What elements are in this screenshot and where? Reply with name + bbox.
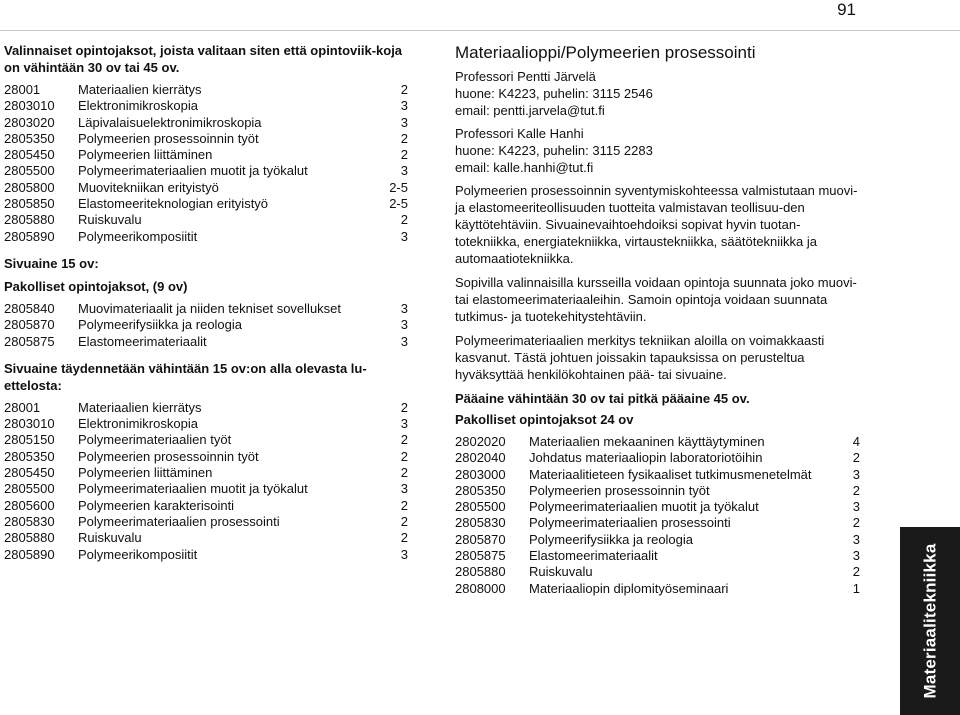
course-name: Muovimateriaalit ja niiden tekniset sovellukset [78,300,342,316]
course-credits: 3 [400,228,408,244]
course-credits: 3 [400,317,408,333]
course-code: 2803010 [4,416,55,432]
course-code: 2805875 [455,548,506,564]
course-name: Polymeerimateriaalien prosessointi [529,515,731,531]
course-credits: 2 [852,564,860,580]
course-credits: 3 [400,163,408,179]
course-row [4,115,408,131]
course-name: Elastomeerimateriaalit [78,333,207,349]
course-credits: 3 [852,466,860,482]
course-code: 2805450 [4,465,55,481]
course-name: Elektronimikroskopia [78,98,198,114]
course-name: Elastomeeriteknologian erityistyö [78,196,269,212]
course-code: 2805500 [455,499,506,515]
course-code: 2805350 [455,482,506,498]
course-credits: 2 [400,130,408,146]
course-name: Polymeerimateriaalien muotit ja työkalut [529,499,759,515]
course-code: 2808000 [455,580,506,596]
course-code: 2805500 [4,163,55,179]
course-credits: 2 [400,465,408,481]
course-credits: 3 [400,416,408,432]
contact-card [455,68,860,119]
course-credits: 3 [852,531,860,547]
course-code: 2805870 [4,317,55,333]
course-row [4,82,408,98]
course-name: Ruiskuvalu [529,564,593,580]
course-row [4,465,408,481]
course-name: Polymeerien karakterisointi [78,497,235,513]
course-row [4,498,408,514]
course-credits: 2 [400,147,408,163]
course-code: 2805840 [4,300,55,316]
course-name: Muovitekniikan erityistyö [78,179,219,195]
course-name: Elektronimikroskopia [78,416,198,432]
course-credits: 2 [400,497,408,513]
minor-required-list [4,301,408,350]
course-code: 2805150 [4,432,55,448]
course-name: Materiaalitieteen fysikaaliset tutkimusmenetelmät [529,466,812,482]
course-row [4,229,408,245]
course-credits: 2 [852,515,860,531]
right-column [455,42,860,597]
course-credits: 3 [852,548,860,564]
course-name: Materiaalien kierrätys [78,82,202,97]
course-credits: 3 [852,499,860,515]
course-credits: 3 [400,98,408,114]
course-credits: 2 [400,399,408,415]
course-row [4,131,408,147]
course-row [4,196,408,212]
course-row [4,481,408,497]
course-name: Polymeerien prosessoinnin työt [78,448,259,464]
minor-required-heading: Pakolliset opintojaksot, (9 ov) [4,278,188,294]
course-row [455,548,860,564]
course-name: Polymeerien prosessoinnin työt [529,482,710,498]
course-row [455,434,860,450]
course-credits: 2-5 [389,196,408,212]
contact-phone: huone: K4223, puhelin: 3115 2283 [455,143,653,158]
course-name: Polymeerien liittäminen [78,147,213,163]
course-code: 2805350 [4,130,55,146]
course-name: Johdatus materiaaliopin laboratoriotöihin [529,450,763,466]
course-credits: 2 [852,482,860,498]
course-code: 2805600 [4,497,55,513]
course-row [4,317,408,333]
course-code: 2803010 [4,98,55,114]
section-title: Materiaalioppi/Polymeerien prosessointi [455,43,756,62]
course-row [4,147,408,163]
course-code: 2805350 [4,448,55,464]
course-code: 2805880 [4,530,55,546]
course-credits: 3 [400,300,408,316]
elective-courses-intro: Valinnaiset opintojaksot, joista valitaan siten että opintoviik-koja on vähintään 30 ov tai 45 ov. [4,43,403,75]
contact-email: email: pentti.jarvela@tut.fi [455,103,605,118]
course-code: 2805800 [4,179,55,195]
course-credits: 4 [852,434,860,449]
course-code: 2803000 [455,466,506,482]
course-code: 2805870 [455,531,506,547]
course-name: Polymeerien prosessoinnin työt [78,130,259,146]
course-credits: 2 [400,82,408,97]
section-side-tab [900,527,960,715]
paragraph-electives: Sopivilla valinnaisilla kursseilla voidaan opintoja suunnata joko muovi- tai elastomeerimateriaaleihin. Samoin opintoja voidaan suunnata tutkimus- ja tuotekehitystehtäviin. [455,275,857,324]
course-row [4,547,408,563]
course-row [455,581,860,597]
course-code: 2805890 [4,546,55,562]
course-name: Materiaalien mekaaninen käyttäytyminen [529,434,765,449]
course-name: Polymeerifysiikka ja reologia [529,531,694,547]
course-code: 2805850 [4,196,55,212]
course-name: Materiaaliopin diplomityöseminaari [529,580,729,596]
required-course-list [455,434,860,597]
course-row [455,515,860,531]
course-code: 2802040 [455,450,506,466]
course-row [4,334,408,350]
course-name: Polymeerimateriaalien prosessointi [78,513,280,529]
course-row [455,450,860,466]
course-name: Elastomeerimateriaalit [529,548,658,564]
course-row [455,483,860,499]
course-row [455,564,860,580]
course-name: Ruiskuvalu [78,212,142,228]
minor-supplement-list [4,400,408,563]
course-credits: 3 [400,333,408,349]
course-credits: 2 [852,450,860,466]
course-row [4,301,408,317]
contact-name: Professori Kalle Hanhi [455,126,584,141]
course-name: Polymeerimateriaalien työt [78,432,232,448]
course-row [455,467,860,483]
course-credits: 2 [400,530,408,546]
major-credit-note: Pääaine vähintään 30 ov tai pitkä pääaine 45 ov. [455,391,750,406]
course-credits: 3 [400,481,408,497]
course-name: Läpivalaisuelektronimikroskopia [78,114,262,130]
side-tab-label: Materiaalitekniikka [920,543,939,699]
course-code: 28001 [4,399,41,415]
course-name: Ruiskuvalu [78,530,142,546]
minor-supplement-heading: Sivuaine täydennetään vähintään 15 ov:on alla olevasta lu-ettelosta: [4,360,367,393]
course-code: 2805880 [4,212,55,228]
course-credits: 2 [400,432,408,448]
course-credits: 2 [400,513,408,529]
course-code: 2805830 [4,513,55,529]
course-code: 2805830 [455,515,506,531]
contact-email: email: kalle.hanhi@tut.fi [455,160,594,175]
minor-heading: Sivuaine 15 ov: [4,255,99,271]
course-row [4,180,408,196]
course-credits: 3 [400,114,408,130]
course-credits: 2 [400,212,408,228]
course-row [4,400,408,416]
course-code: 2805500 [4,481,55,497]
contact-card [455,125,860,176]
left-column [4,42,408,563]
course-code: 2805875 [4,333,55,349]
course-credits: 2-5 [389,179,408,195]
paragraph-significance: Polymeerimateriaalien merkitys tekniikan aloilla on voimakkaasti kasvanut. Tästä johtuen joissakin tapauksissa on perusteltua hyväksyttää henkilökohtainen pää- tai sivuaine. [455,333,825,382]
course-row [4,163,408,179]
course-code: 2805880 [455,564,506,580]
course-row [4,212,408,228]
course-name: Polymeerimateriaalien muotit ja työkalut [78,481,308,497]
course-row [455,499,860,515]
course-credits: 1 [852,580,860,596]
course-name: Polymeerikomposiitit [78,228,198,244]
course-code: 2805450 [4,147,55,163]
course-code: 2802020 [455,434,506,449]
course-name: Polymeerien liittäminen [78,465,213,481]
page-number: 91 [837,0,856,19]
course-name: Materiaalien kierrätys [78,399,202,415]
course-credits: 2 [400,448,408,464]
course-row [455,532,860,548]
contact-name: Professori Pentti Järvelä [455,69,596,84]
required-courses-heading: Pakolliset opintojaksot 24 ov [455,412,634,427]
course-code: 28001 [4,82,41,97]
course-row [4,514,408,530]
course-name: Polymeerifysiikka ja reologia [78,317,243,333]
paragraph-specialization: Polymeerien prosessoinnin syventymiskohteessa valmistutaan muovi- ja elastomeeriteollisuuden tuotteita valmistavan teollisuu-den käyttötehtäviin. Sivuainevaihtoehdoiksi sopivat hyvin tuotan-totekniikka, energiatekniikka, virtaustekniikka, säätötekniikka ja automaatiotekniikka. [455,183,858,266]
course-row [4,416,408,432]
header-rule [0,30,960,31]
course-code: 2803020 [4,114,55,130]
elective-course-list [4,82,408,245]
course-row [4,432,408,448]
course-credits: 3 [400,546,408,562]
course-name: Polymeerikomposiitit [78,546,198,562]
contact-phone: huone: K4223, puhelin: 3115 2546 [455,86,653,101]
course-row [4,530,408,546]
course-name: Polymeerimateriaalien muotit ja työkalut [78,163,308,179]
course-row [4,449,408,465]
course-row [4,98,408,114]
course-code: 2805890 [4,228,55,244]
